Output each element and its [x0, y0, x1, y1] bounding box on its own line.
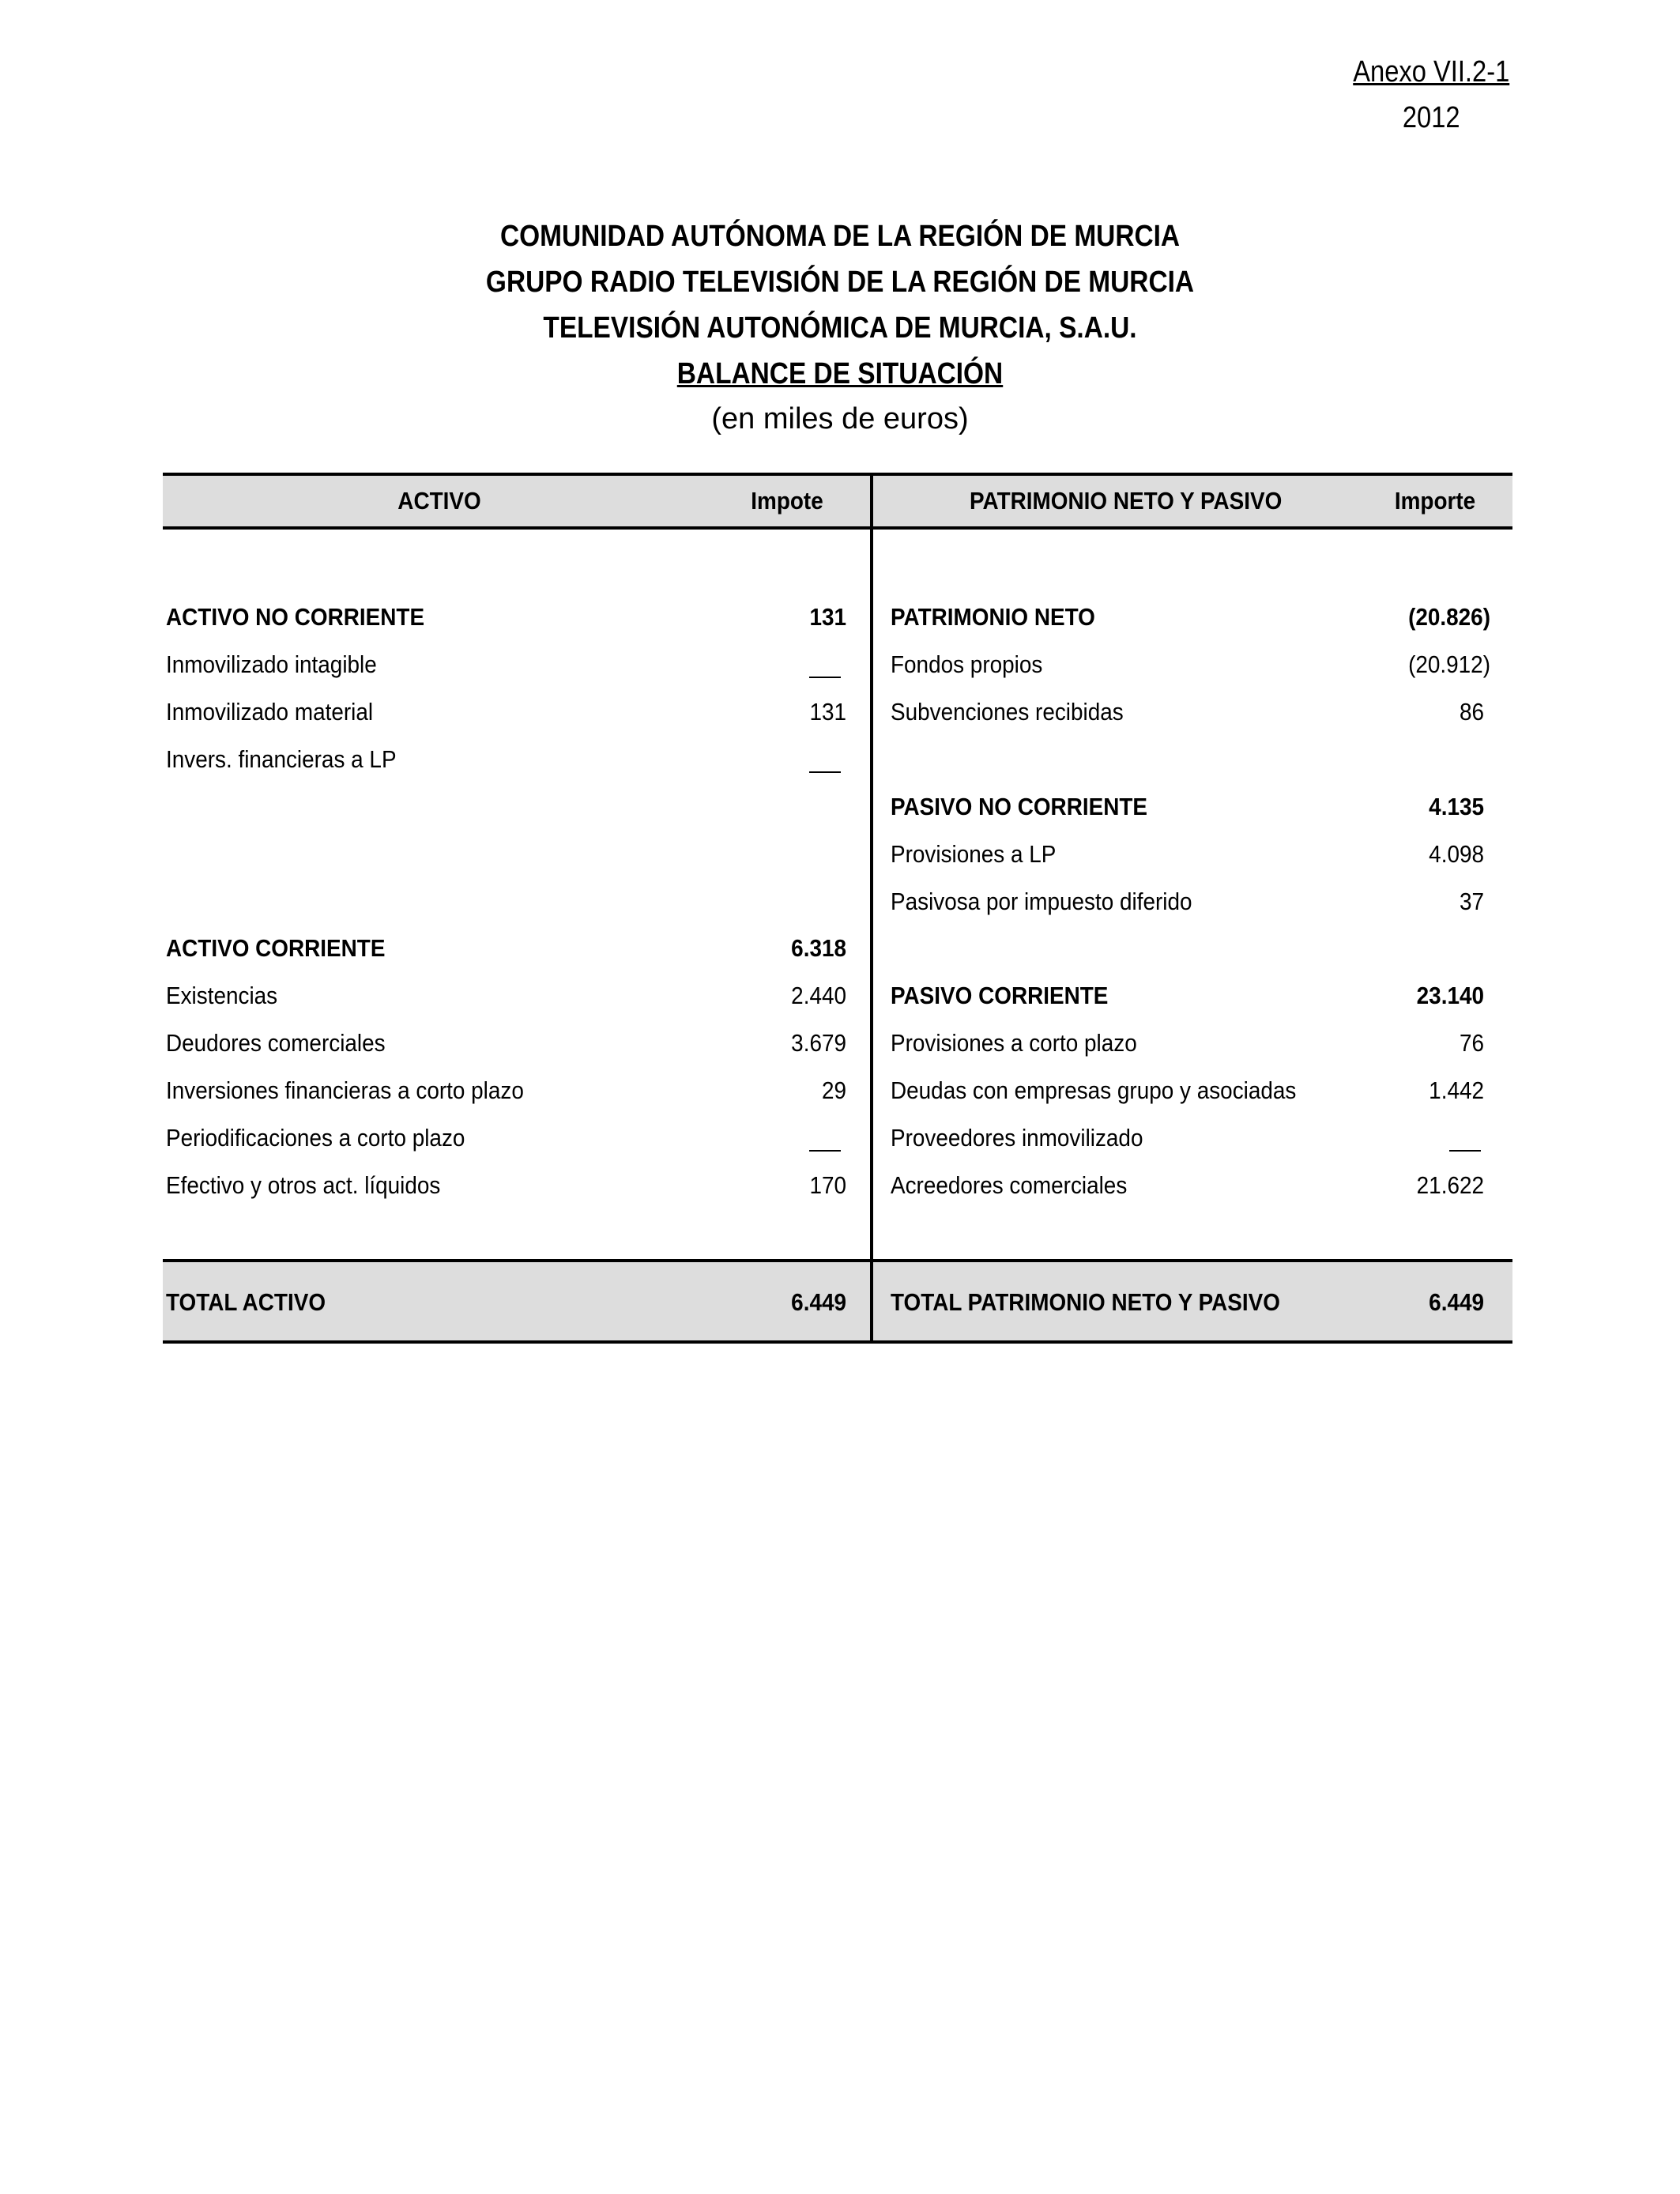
efectivo-value: 170: [809, 1171, 846, 1199]
total-pasivo-value: 6.449: [1429, 1288, 1484, 1316]
proveedores-inmov-dash: [1449, 1150, 1481, 1152]
activo-corriente-value: 6.318: [791, 934, 846, 962]
subvenciones-label: Subvenciones recibidas: [891, 698, 1124, 726]
existencias-value: 2.440: [791, 982, 846, 1009]
fondos-propios-label: Fondos propios: [891, 650, 1043, 678]
deudores-label: Deudores comerciales: [166, 1029, 386, 1057]
existencias-label: Existencias: [166, 982, 278, 1009]
provisiones-lp-value: 4.098: [1429, 840, 1484, 868]
annex-block: [1353, 49, 1509, 141]
annex-code: Anexo VII.2-1: [1352, 55, 1509, 89]
proveedores-inmov-label: Proveedores inmovilizado: [891, 1124, 1143, 1152]
page-title: BALANCE DE SITUACIÓN: [676, 357, 1004, 390]
patrimonio-neto-label: PATRIMONIO NETO: [891, 603, 1095, 631]
inversiones-cp-label: Inversiones financieras a corto plazo: [166, 1076, 524, 1104]
efectivo-label: Efectivo y otros act. líquidos: [166, 1171, 441, 1199]
units-note: (en miles de euros): [711, 402, 969, 435]
provisiones-cp-label: Provisiones a corto plazo: [891, 1029, 1137, 1057]
activo-no-corriente-label: ACTIVO NO CORRIENTE: [166, 603, 425, 631]
pasivo-no-corriente-value: 4.135: [1429, 793, 1484, 820]
provisiones-cp-value: 76: [1459, 1029, 1484, 1057]
total-pasivo-label: TOTAL PATRIMONIO NETO Y PASIVO: [891, 1288, 1280, 1316]
inmovilizado-intangible-label: Inmovilizado intagible: [166, 650, 377, 678]
pasivos-impuesto-value: 37: [1459, 888, 1484, 915]
deudores-value: 3.679: [791, 1029, 846, 1057]
deudas-grupo-value: 1.442: [1429, 1076, 1484, 1104]
inversiones-cp-value: 29: [821, 1076, 846, 1104]
inmovilizado-intangible-dash: [809, 677, 841, 678]
header-pasivo: PATRIMONIO NETO Y PASIVO: [970, 487, 1283, 515]
invers-lp-dash: [809, 771, 841, 773]
activo-no-corriente-value: 131: [809, 603, 846, 631]
subvenciones-value: 86: [1459, 698, 1484, 726]
pasivo-no-corriente-label: PASIVO NO CORRIENTE: [891, 793, 1148, 820]
acreedores-label: Acreedores comerciales: [891, 1171, 1128, 1199]
fondos-propios-value: (20.912): [1408, 650, 1490, 678]
heading-community: COMUNIDAD AUTÓNOMA DE LA REGIÓN DE MURCIA: [499, 220, 1181, 253]
header-pasivo-amount: Importe: [1394, 487, 1476, 515]
total-activo-value: 6.449: [791, 1288, 846, 1316]
document-heading: [0, 213, 1680, 441]
periodificaciones-dash: [809, 1150, 841, 1152]
balance-table: [163, 473, 1512, 1344]
header-activo-amount: Impote: [751, 487, 823, 515]
annex-year: 2012: [1402, 101, 1460, 134]
pasivo-corriente-label: PASIVO CORRIENTE: [891, 982, 1109, 1009]
total-activo-label: TOTAL ACTIVO: [166, 1288, 326, 1316]
patrimonio-neto-value: (20.826): [1408, 603, 1490, 631]
heading-group: GRUPO RADIO TELEVISIÓN DE LA REGIÓN DE MURCIA: [485, 266, 1195, 299]
column-divider: [870, 473, 873, 1344]
header-activo: ACTIVO: [397, 487, 481, 515]
pasivo-corriente-value: 23.140: [1416, 982, 1484, 1009]
provisiones-lp-label: Provisiones a LP: [891, 840, 1057, 868]
activo-corriente-label: ACTIVO CORRIENTE: [166, 934, 386, 962]
inmovilizado-material-value: 131: [809, 698, 846, 726]
inmovilizado-material-label: Inmovilizado material: [166, 698, 374, 726]
deudas-grupo-label: Deudas con empresas grupo y asociadas: [891, 1076, 1297, 1104]
pasivos-impuesto-label: Pasivosa por impuesto diferido: [891, 888, 1192, 915]
invers-lp-label: Invers. financieras a LP: [166, 745, 397, 773]
periodificaciones-label: Periodificaciones a corto plazo: [166, 1124, 465, 1152]
acreedores-value: 21.622: [1416, 1171, 1484, 1199]
heading-company: TELEVISIÓN AUTONÓMICA DE MURCIA, S.A.U.: [543, 311, 1137, 345]
